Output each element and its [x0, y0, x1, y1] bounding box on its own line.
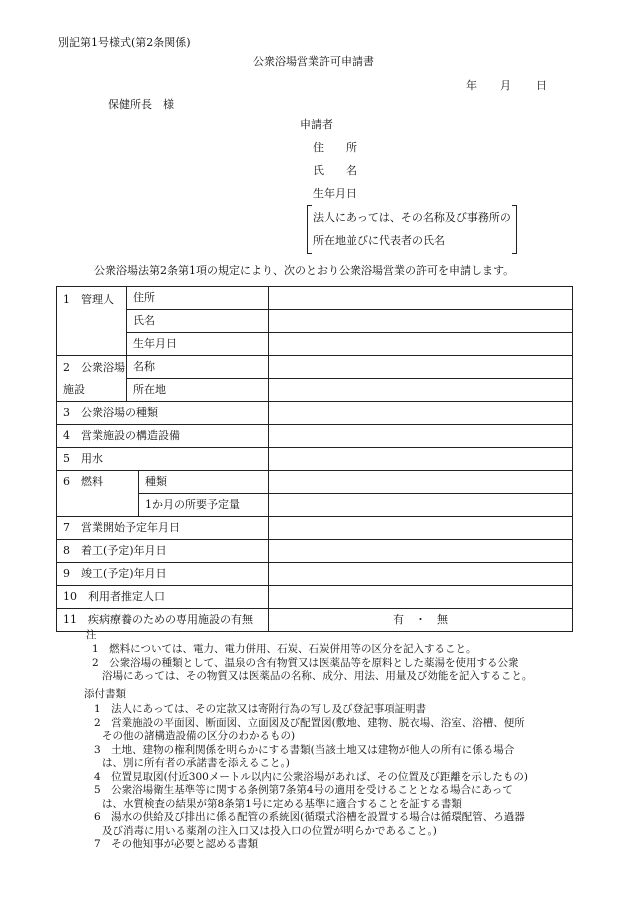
date-month-label: 月 [500, 79, 511, 92]
users-population-label: 10 利用者推定人口 [57, 586, 269, 609]
facility-label-line2: 施設 [63, 382, 85, 396]
attachment-3-line2: は、別に所有者の承諾書を添えること。) [102, 757, 290, 769]
facility-name-label: 名称 [127, 356, 269, 379]
applicant-name-label: 氏 名 [313, 164, 357, 177]
note-2-line2: 浴場にあっては、その物質又は医薬品の名称、成分、用法、用量及び効能を記入すること。 [102, 670, 533, 682]
note-2-line1: 2 公衆浴場の種類として、温泉の含有物質又は医薬品等を原料とした薬湯を使用する公衆 [92, 656, 519, 669]
attachment-6-line2: 及び消毒に用いる薬剤の注入口又は投入口の位置が明らかであること。) [102, 824, 437, 837]
fuel-amount-field[interactable] [269, 494, 573, 517]
opening-date-label: 7 営業開始予定年月日 [57, 517, 269, 540]
table-row [57, 517, 573, 540]
manager-name-label: 氏名 [127, 310, 269, 333]
facility-label [57, 356, 127, 402]
application-table [56, 286, 573, 632]
attachment-2-line1: 2 営業施設の平面図、断面図、立面図及び配置図(敷地、建物、脱衣場、浴室、浴槽、便所 [94, 716, 525, 729]
attachment-4: 4 位置見取図(付近300メートル以内に公衆浴場があれば、その位置及び距離を示したもの) [94, 770, 528, 783]
fuel-amount-label: 1か月の所要予定量 [139, 494, 269, 517]
addressee: 保健所長 様 [108, 98, 174, 111]
attachment-3-line1: 3 土地、建物の権利関係を明らかにする書類(当該土地又は建物が他人の所有に係る場合 [94, 743, 515, 756]
manager-birthdate-label: 生年月日 [127, 333, 269, 356]
intro-statement: 公衆浴場法第2条第1項の規定により、次のとおり公衆浴場営業の許可を申請します。 [94, 264, 515, 277]
table-row [57, 287, 573, 310]
manager-label: 1 管理人 [57, 287, 127, 356]
table-row [57, 379, 573, 402]
attachments-list [82, 703, 528, 852]
facility-location-label: 所在地 [127, 379, 269, 402]
opening-date-field[interactable] [269, 517, 573, 540]
table-row [57, 471, 573, 494]
table-row [57, 448, 573, 471]
notes-heading: 注 [86, 629, 97, 641]
notes-list [80, 643, 532, 684]
note-1: 1 燃料については、電力、電力併用、石炭、石炭併用等の区分を記入すること。 [92, 643, 477, 655]
bath-type-field[interactable] [269, 402, 573, 425]
table-row [57, 563, 573, 586]
corp-note-line2: 所在地並びに代表者の氏名 [313, 234, 445, 247]
fuel-label: 6 燃料 [57, 471, 139, 517]
table-row [57, 402, 573, 425]
structure-field[interactable] [269, 425, 573, 448]
manager-name-field[interactable] [269, 310, 573, 333]
left-bracket [307, 205, 312, 254]
table-row [57, 540, 573, 563]
bath-type-label: 3 公衆浴場の種類 [57, 402, 269, 425]
table-row [57, 356, 573, 379]
attachments-heading: 添付書類 [84, 688, 126, 700]
facility-location-field[interactable] [269, 379, 573, 402]
attachment-7: 7 その他知事が必要と認める書類 [94, 838, 259, 850]
right-bracket [512, 205, 517, 254]
construction-start-field[interactable] [269, 540, 573, 563]
applicant-label: 申請者 [300, 118, 333, 131]
date-year-label: 年 [466, 79, 477, 92]
attachment-6-line1: 6 湯水の供給及び排出に係る配管の系統図(循環式浴槽を設置する場合は循環配管、ろ過器 [94, 811, 525, 823]
fuel-type-label: 種類 [139, 471, 269, 494]
table-row [57, 333, 573, 356]
attachment-1: 1 法人にあっては、その定款又は寄附行為の写し及び登記事項証明書 [94, 703, 427, 715]
form-style-label: 別記第1号様式(第2条関係) [58, 36, 191, 49]
completion-date-field[interactable] [269, 563, 573, 586]
table-row [57, 310, 573, 333]
facility-name-field[interactable] [269, 356, 573, 379]
users-population-field[interactable] [269, 586, 573, 609]
table-row [57, 609, 573, 632]
medical-facility-label: 11 疾病療養のための専用施設の有無 [57, 609, 269, 632]
table-row [57, 586, 573, 609]
medical-facility-choice[interactable]: 有 ・ 無 [269, 609, 573, 632]
manager-address-label: 住所 [127, 287, 269, 310]
applicant-address-label: 住 所 [313, 141, 357, 154]
fuel-type-field[interactable] [269, 471, 573, 494]
applicant-birthdate-label: 生年月日 [313, 187, 357, 200]
attachment-5-line2: は、水質検査の結果が第8条第1号に定める基準に適合することを証する書類 [102, 797, 462, 810]
manager-address-field[interactable] [269, 287, 573, 310]
manager-birthdate-field[interactable] [269, 333, 573, 356]
attachment-2-line2: その他の諸構造設備の区分のわかるもの) [102, 730, 296, 742]
facility-label-line1: 2 公衆浴場 [63, 360, 125, 374]
structure-label: 4 営業施設の構造設備 [57, 425, 269, 448]
date-day-label: 日 [536, 79, 547, 92]
corp-note-line1: 法人にあっては、その名称及び事務所の [313, 211, 511, 224]
table-row [57, 425, 573, 448]
attachment-5-line1: 5 公衆浴場衛生基準等に関する条例第7条第4号の適用を受けることとなる場合にあって [94, 784, 513, 796]
completion-date-label: 9 竣工(予定)年月日 [57, 563, 269, 586]
construction-start-label: 8 着工(予定)年月日 [57, 540, 269, 563]
document-title: 公衆浴場営業許可申請書 [253, 55, 374, 68]
water-label: 5 用水 [57, 448, 269, 471]
water-field[interactable] [269, 448, 573, 471]
